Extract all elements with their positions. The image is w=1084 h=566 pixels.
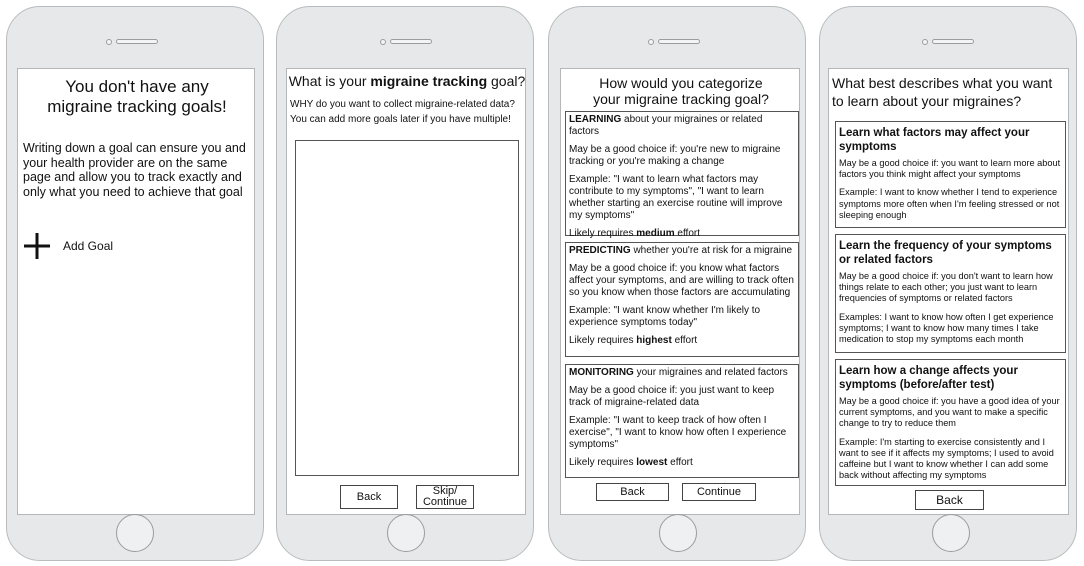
option-good-choice: May be a good choice if: you don't want to learn how things relate to each other; you just want to learn frequencies of symptoms or related factors bbox=[839, 271, 1053, 304]
camera-dot bbox=[106, 39, 112, 45]
learning-option-frequency[interactable] bbox=[835, 234, 1066, 353]
home-button bbox=[116, 514, 154, 552]
plus-icon bbox=[23, 232, 51, 260]
back-button[interactable]: Back bbox=[596, 483, 669, 501]
add-goal-label: Add Goal bbox=[63, 239, 114, 253]
category-option-monitoring[interactable] bbox=[565, 364, 799, 478]
home-button bbox=[932, 514, 970, 552]
speaker-grill bbox=[390, 39, 432, 44]
home-button bbox=[659, 514, 697, 552]
learning-option-factors[interactable] bbox=[835, 121, 1066, 228]
phone-frame-4 bbox=[819, 6, 1077, 561]
option-example: Example: I'm starting to exercise consistently and I want to see if it affects my symptoms; I used to avoid caffeine but I want to know whether I can add some back without affecting my symptoms bbox=[839, 436, 1054, 481]
screen-title: How would you categorize your migraine tracking goal? bbox=[593, 75, 769, 107]
screen-title: What best describes what you want to learn about your migraines? bbox=[832, 75, 1053, 109]
option-example: Example: "I want know whether I'm likely to experience symptoms today" bbox=[569, 305, 761, 328]
goal-multiple-hint: You can add more goals later if you have multiple! bbox=[290, 114, 511, 125]
speaker-grill bbox=[116, 39, 158, 44]
home-button bbox=[387, 514, 425, 552]
goal-why-prompt: WHY do you want to collect migraine-related data? bbox=[290, 99, 515, 110]
option-good-choice: May be a good choice if: you're new to migraine tracking or you're making a change bbox=[569, 144, 781, 167]
phone-frame-1 bbox=[6, 6, 264, 561]
option-heading: MONITORING your migraines and related factors bbox=[569, 367, 788, 378]
option-title: Learn what factors may affect your symptoms bbox=[839, 127, 1030, 153]
option-title: Learn how a change affects your symptoms (before/after test) bbox=[839, 365, 1018, 391]
category-option-predicting[interactable] bbox=[565, 242, 799, 357]
camera-dot bbox=[922, 39, 928, 45]
goal-explanation: Writing down a goal can ensure you and your health provider are on the same page and allow you to track exactly and only what you need to achieve that goal bbox=[23, 141, 246, 199]
option-title: Learn the frequency of your symptoms or related factors bbox=[839, 240, 1052, 266]
option-good-choice: May be a good choice if: you have a good idea of your current symptoms, and you want to make a specific change to try to reduce them bbox=[839, 396, 1060, 429]
option-example: Examples: I want to know how often I get experience symptoms; I want to know how many times I take medication to stop my symptoms each month bbox=[839, 311, 1054, 345]
screen-learning-type bbox=[828, 68, 1069, 515]
speaker-grill bbox=[932, 39, 974, 44]
option-good-choice: May be a good choice if: you just want to keep track of migraine-related data bbox=[569, 385, 775, 408]
camera-dot bbox=[380, 39, 386, 45]
skip-continue-button[interactable]: Skip/ Continue bbox=[416, 485, 474, 509]
option-effort: Likely requires medium effort bbox=[569, 228, 700, 239]
back-button[interactable]: Back bbox=[340, 485, 398, 509]
option-good-choice: May be a good choice if: you want to learn more about factors you think might affect your symptoms bbox=[839, 158, 1061, 180]
category-option-learning[interactable] bbox=[565, 111, 799, 239]
learning-option-before-after[interactable] bbox=[835, 359, 1066, 486]
phone-frame-2 bbox=[276, 6, 534, 561]
option-heading: PREDICTING whether you're at risk for a migraine bbox=[569, 245, 793, 256]
goal-textarea[interactable] bbox=[295, 140, 519, 476]
screen-no-goals bbox=[17, 68, 255, 515]
option-good-choice: May be a good choice if: you know what factors affect your symptoms, and are willing to track often so you know when those factors are accumulating bbox=[569, 263, 794, 298]
screen-goal-category bbox=[560, 68, 800, 515]
option-effort: Likely requires highest effort bbox=[569, 335, 698, 346]
screen-title: What is your migraine tracking goal? bbox=[288, 73, 526, 89]
continue-button[interactable]: Continue bbox=[682, 483, 756, 501]
option-effort: Likely requires lowest effort bbox=[569, 457, 693, 468]
option-example: Example: "I want to learn what factors may contribute to my symptoms", "I want to learn whether starting an exercise routine will improve my symptoms" bbox=[569, 174, 783, 221]
speaker-grill bbox=[658, 39, 700, 44]
screen-goal-entry bbox=[286, 68, 526, 515]
option-heading: LEARNING about your migraines or related factors bbox=[569, 114, 763, 137]
phone-frame-3 bbox=[548, 6, 806, 561]
camera-dot bbox=[648, 39, 654, 45]
back-button[interactable]: Back bbox=[915, 490, 984, 510]
screen-title: You don't have any migraine tracking goals! bbox=[47, 77, 227, 116]
option-example: Example: I want to know whether I tend to experience symptoms more often when I'm feeling stressed or not sleeping enough bbox=[839, 187, 1060, 220]
add-goal-button[interactable] bbox=[23, 232, 133, 260]
option-example: Example: "I want to keep track of how often I exercise", "I want to know how often I experience symptoms" bbox=[569, 415, 787, 450]
